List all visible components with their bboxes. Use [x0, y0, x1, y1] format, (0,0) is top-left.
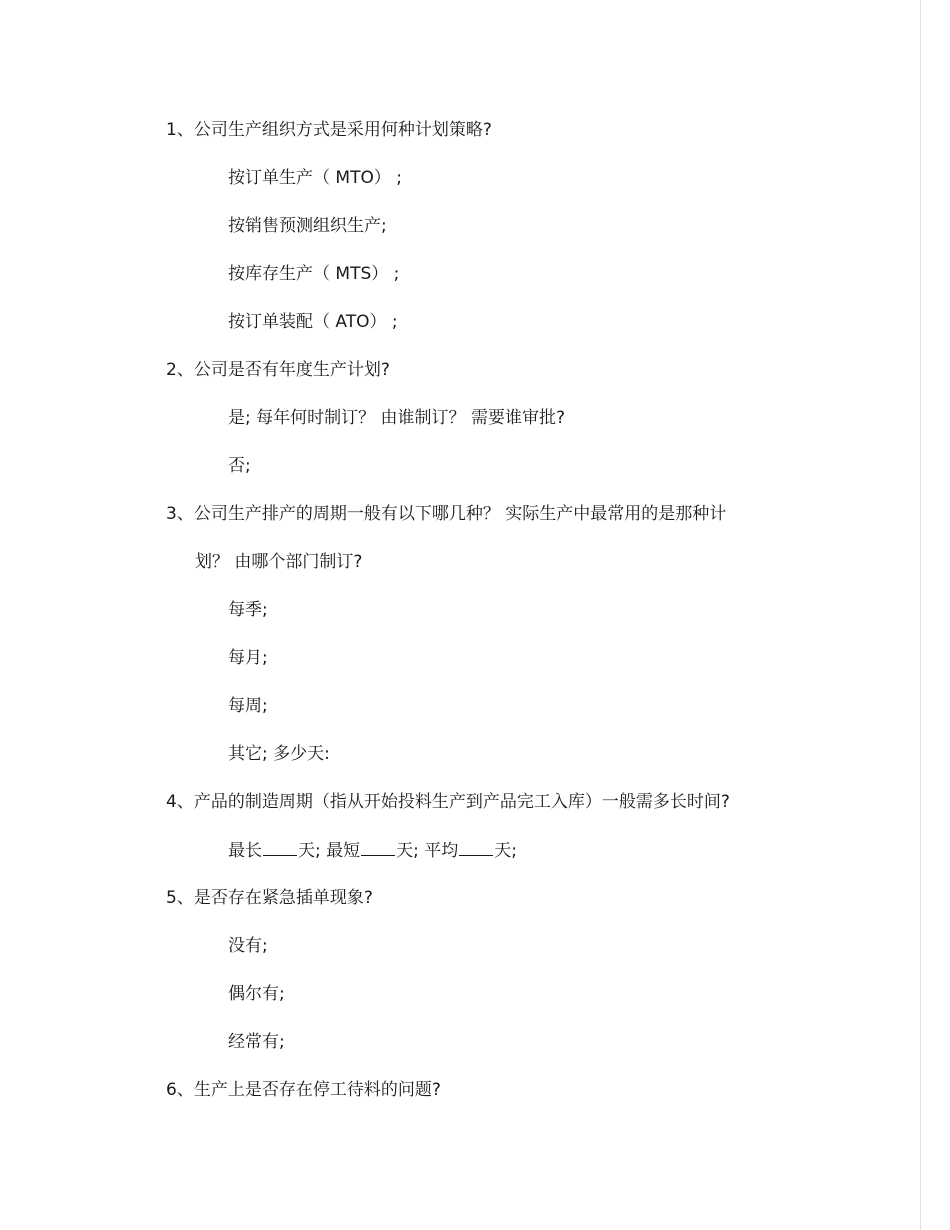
longest-days-blank[interactable] — [263, 839, 297, 856]
question-6-title: 6、生产上是否存在停工待料的问题? — [166, 1080, 441, 1100]
question-5-option-frequent: 经常有; — [228, 1032, 285, 1052]
question-4-title: 4、产品的制造周期（指从开始投料生产到产品完工入库）一般需多长时间? — [166, 792, 730, 812]
question-5-option-none: 没有; — [228, 936, 268, 956]
longest-label: 最长 — [228, 841, 262, 861]
question-3-title: 3、公司生产排产的周期一般有以下哪几种？ 实际生产中最常用的是那种计 — [166, 504, 727, 524]
question-1-option-ato: 按订单装配（ ATO） ; — [228, 312, 398, 332]
shortest-label: 天; 最短 — [298, 841, 361, 861]
page-margin — [921, 0, 950, 1230]
question-3-option-quarterly: 每季; — [228, 600, 268, 620]
question-1-option-mto: 按订单生产（ MTO） ; — [228, 168, 402, 188]
question-1-title: 1、公司生产组织方式是采用何种计划策略? — [166, 120, 492, 140]
question-1-option-mts: 按库存生产（ MTS） ; — [228, 264, 400, 284]
shortest-days-blank[interactable] — [361, 839, 395, 856]
days-end-label: 天; — [494, 841, 518, 861]
question-5-title: 5、是否存在紧急插单现象? — [166, 888, 373, 908]
average-label: 天; 平均 — [396, 841, 459, 861]
question-3-title-continued: 划？ 由哪个部门制订? — [195, 552, 363, 572]
average-days-blank[interactable] — [459, 839, 493, 856]
question-1-option-forecast: 按销售预测组织生产; — [228, 216, 387, 236]
question-2-option-yes: 是; 每年何时制订？ 由谁制订？ 需要谁审批? — [228, 408, 565, 428]
question-2-title: 2、公司是否有年度生产计划? — [166, 360, 390, 380]
question-5-option-occasional: 偶尔有; — [228, 984, 285, 1004]
question-3-option-other: 其它; 多少天: — [228, 744, 330, 764]
question-3-option-weekly: 每周; — [228, 696, 268, 716]
question-2-option-no: 否; — [228, 456, 251, 476]
question-3-option-monthly: 每月; — [228, 648, 268, 668]
question-4-answer-row — [228, 839, 517, 862]
